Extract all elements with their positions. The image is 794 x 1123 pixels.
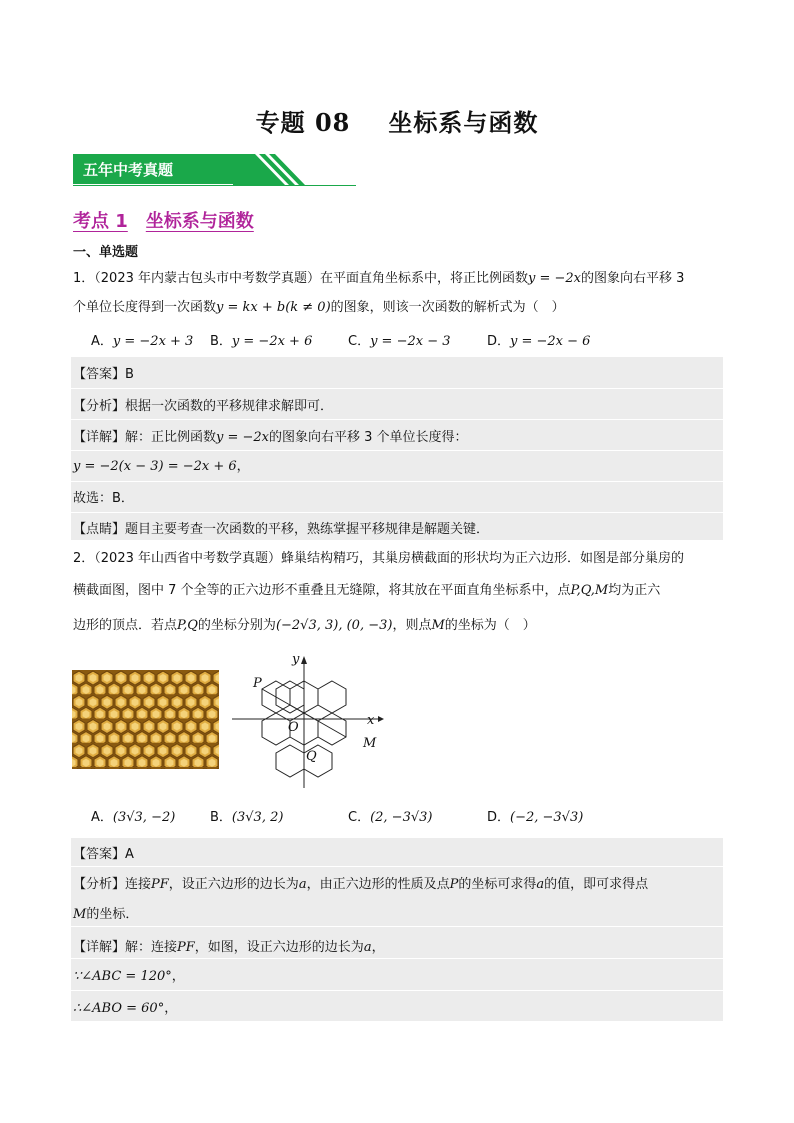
q2-step2: ∴∠ABO = 60°， [73,1001,178,1016]
q1-option-a[interactable]: A．y = −2x + 3 [91,334,194,349]
q2-stem-line1: 2．（2023 年山西省中考数学真题）蜂巢结构精巧，其巢房横截面的形状均为正六边形．如图是部分巢房的 [73,551,684,566]
q1-answer: 【答案】B [73,367,134,382]
q1-stem-line2: 个单位长度得到一次函数y = kx + b(k ≠ 0)的图象，则该一次函数的解析式为（ ） [73,300,565,315]
honeycomb-photo [72,670,219,769]
q1-stem-line1: 1．（2023 年内蒙古包头市中考数学真题）在平面直角坐标系中，将正比例函数y = −2x的图象向右平移 3 [73,271,685,286]
q1-comment: 【点睛】题目主要考查一次函数的平移，熟练掌握平移规律是解题关键． [73,522,490,537]
q2-option-a[interactable]: A．(3√3, −2) [91,810,176,825]
q2-analysis-line1: 【分析】连接PF，设正六边形的边长为a，由正六边形的性质及点P的坐标可求得a的值，即可求得点 [73,877,649,892]
hexagon-coordinate-figure [226,652,386,790]
q2-option-d[interactable]: D．(−2, −3√3) [487,810,584,825]
q2-step1: ∵∠ABC = 120°， [73,969,185,984]
q1-option-c[interactable]: C．y = −2x − 3 [348,334,451,349]
q2-detail: 【详解】解：连接PF，如图，设正六边形的边长为a， [73,940,385,955]
topic-heading [73,207,254,233]
topic-text: 坐标系与函数 [145,211,254,232]
label-q: Q [306,749,317,764]
q1-option-b[interactable]: B．y = −2x + 6 [210,334,313,349]
q1-option-d[interactable]: D．y = −2x − 6 [487,334,591,349]
q1-detail: 【详解】解：正比例函数y = −2x的图象向右平移 3 个单位长度得： [73,430,468,445]
q2-answer: 【答案】A [73,847,134,862]
q2-option-b[interactable]: B．(3√3, 2) [210,810,284,825]
title-number: 专题 08 [255,108,351,137]
label-y: y [292,652,300,667]
section-heading: 一、单选题 [73,245,139,260]
page-title [0,103,794,138]
banner-label: 五年中考真题 [83,161,174,179]
q2-option-c[interactable]: C．(2, −3√3) [348,810,433,825]
label-p: P [253,676,262,691]
q2-analysis-line2: M的坐标． [73,907,139,922]
q1-equation: y = −2(x − 3) = −2x + 6， [73,459,250,474]
q1-choose: 故选：B． [73,491,134,506]
title-text: 坐标系与函数 [388,109,539,137]
q1-analysis: 【分析】根据一次函数的平移规律求解即可． [73,399,334,414]
label-x: x [367,713,375,728]
banner-underline [73,185,356,186]
topic-label: 考点 1 [73,211,128,232]
q2-stem-line3: 边形的顶点．若点P,Q的坐标分别为(−2√3, 3), (0, −3)，则点M的坐标为（ ） [73,618,536,633]
label-o: O [288,720,299,735]
label-m: M [363,736,377,751]
q2-stem-line2: 横截面图，图中 7 个全等的正六边形不重叠且无缝隙，将其放在平面直角坐标系中，点P,Q,M均为正六 [73,583,661,598]
section-banner [73,151,356,187]
